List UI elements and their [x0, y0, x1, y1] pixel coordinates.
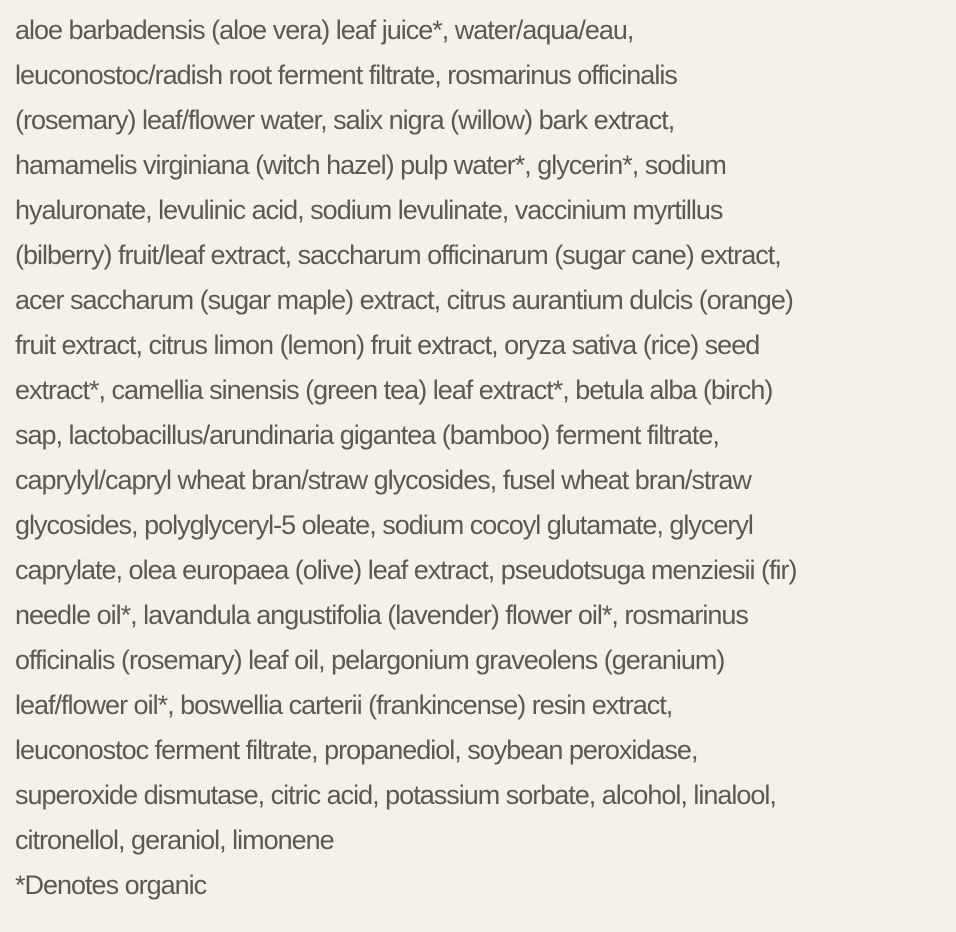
ingredient-text-line: aloe barbadensis (aloe vera) leaf juice*, water/aqua/eau,: [15, 15, 634, 45]
ingredient-text-line: acer saccharum (sugar maple) extract, citrus aurantium dulcis (orange): [15, 285, 793, 315]
ingredient-text-line: caprylate, olea europaea (olive) leaf extract, pseudotsuga menziesii (fir): [15, 555, 797, 585]
ingredient-text-line: citronellol, geraniol, limonene: [15, 825, 334, 855]
ingredient-text-line: superoxide dismutase, citric acid, potassium sorbate, alcohol, linalool,: [15, 780, 776, 810]
ingredient-text-line: hyaluronate, levulinic acid, sodium levulinate, vaccinium myrtillus: [15, 195, 723, 225]
ingredient-text-line: extract*, camellia sinensis (green tea) leaf extract*, betula alba (birch): [15, 375, 773, 405]
ingredient-text-line: sap, lactobacillus/arundinaria gigantea (bamboo) ferment filtrate,: [15, 420, 719, 450]
ingredient-text-line: leuconostoc ferment filtrate, propanediol, soybean peroxidase,: [15, 735, 698, 765]
ingredient-text-line: glycosides, polyglyceryl-5 oleate, sodium cocoyl glutamate, glyceryl: [15, 510, 753, 540]
ingredient-text-line: fruit extract, citrus limon (lemon) fruit extract, oryza sativa (rice) seed: [15, 330, 760, 360]
ingredient-text-line: leaf/flower oil*, boswellia carterii (frankincense) resin extract,: [15, 690, 673, 720]
ingredient-text-line: officinalis (rosemary) leaf oil, pelargonium graveolens (geranium): [15, 645, 725, 675]
ingredient-text-line: needle oil*, lavandula angustifolia (lavender) flower oil*, rosmarinus: [15, 600, 748, 630]
ingredient-text-line: hamamelis virginiana (witch hazel) pulp water*, glycerin*, sodium: [15, 150, 726, 180]
organic-note: *Denotes organic: [15, 870, 207, 900]
ingredient-text-line: caprylyl/capryl wheat bran/straw glycosides, fusel wheat bran/straw: [15, 465, 751, 495]
ingredient-text-line: (bilberry) fruit/leaf extract, saccharum officinarum (sugar cane) extract,: [15, 240, 781, 270]
ingredient-text-line: leuconostoc/radish root ferment filtrate, rosmarinus officinalis: [15, 60, 677, 90]
ingredient-text-line: (rosemary) leaf/flower water, salix nigra (willow) bark extract,: [15, 105, 675, 135]
